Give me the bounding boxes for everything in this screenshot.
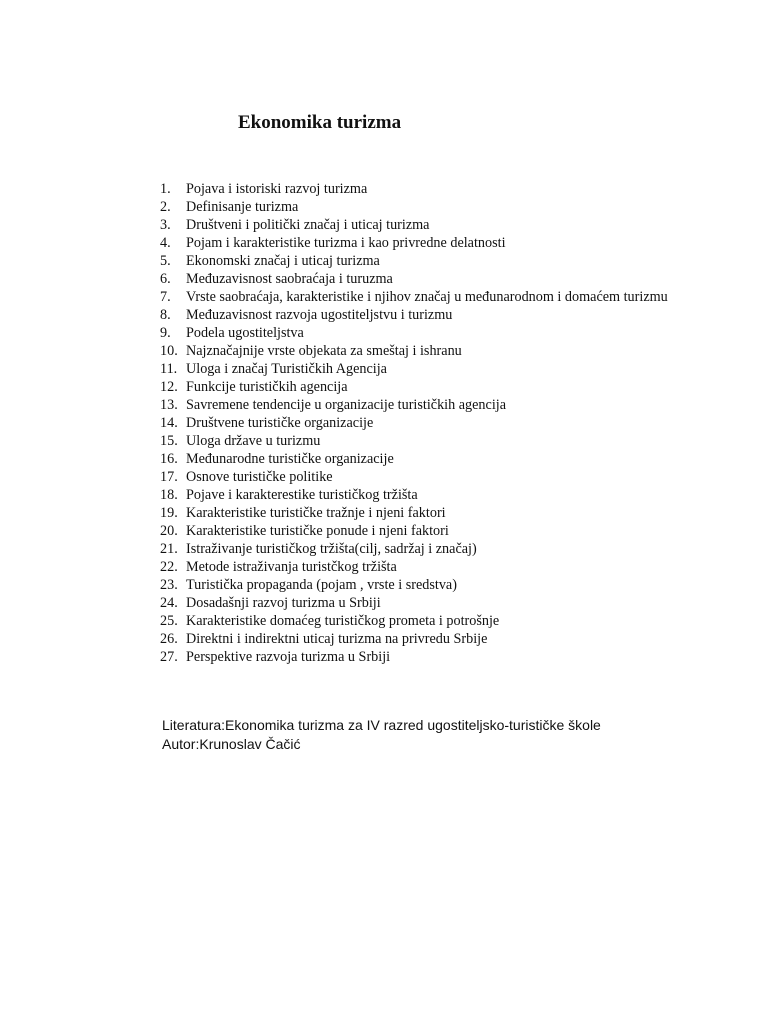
item-text: Karakteristike domaćeg turističkog prometa i potrošnje — [186, 613, 500, 629]
item-text: Funkcije turističkih agencija — [186, 379, 348, 395]
list-item — [160, 486, 680, 504]
item-text: Uloga države u turizmu — [186, 433, 321, 449]
list-item — [160, 342, 680, 360]
author-line: Autor:Krunoslav Čačić — [162, 736, 301, 752]
list-item — [160, 414, 680, 432]
item-text: Međuzavisnost razvoja ugostiteljstvu i turizmu — [186, 307, 453, 323]
item-number: 26. — [160, 631, 178, 647]
document-title: Ekonomika turizma — [238, 112, 402, 133]
list-item — [160, 594, 680, 612]
item-text: Društvene turističke organizacije — [186, 415, 374, 431]
item-number: 21. — [160, 541, 178, 557]
item-number: 20. — [160, 523, 178, 539]
item-number: 7. — [160, 289, 171, 305]
item-number: 12. — [160, 379, 178, 395]
item-number: 6. — [160, 271, 171, 287]
list-item — [160, 198, 680, 216]
item-number: 22. — [160, 559, 178, 575]
item-number: 4. — [160, 235, 171, 251]
list-item — [160, 540, 680, 558]
list-item — [160, 468, 680, 486]
item-text: Najznačajnije vrste objekata za smeštaj i ishranu — [186, 343, 462, 359]
item-number: 15. — [160, 433, 178, 449]
item-number: 1. — [160, 181, 171, 197]
item-text: Pojam i karakteristike turizma i kao privredne delatnosti — [186, 235, 506, 251]
item-text: Pojave i karakterestike turističkog tržišta — [186, 487, 418, 503]
item-text: Osnove turističke politike — [186, 469, 333, 485]
item-text: Turistička propaganda (pojam , vrste i sredstva) — [186, 577, 457, 593]
item-number: 3. — [160, 217, 171, 233]
list-item — [160, 522, 680, 540]
item-text: Metode istraživanja turistčkog tržišta — [186, 559, 397, 575]
item-number: 9. — [160, 325, 171, 341]
item-number: 10. — [160, 343, 178, 359]
item-number: 13. — [160, 397, 178, 413]
item-number: 14. — [160, 415, 178, 431]
item-text: Definisanje turizma — [186, 199, 299, 215]
item-number: 27. — [160, 649, 178, 665]
item-text: Međunarodne turističke organizacije — [186, 451, 394, 467]
item-number: 11. — [160, 361, 178, 377]
item-text: Vrste saobraćaja, karakteristike i njihov značaj u međunarodnom i domaćem turizmu — [186, 289, 668, 305]
item-text: Karakteristike turističke tražnje i njeni faktori — [186, 505, 446, 521]
item-number: 23. — [160, 577, 178, 593]
list-item — [160, 180, 680, 198]
list-item — [160, 234, 680, 252]
item-number: 18. — [160, 487, 178, 503]
item-number: 17. — [160, 469, 178, 485]
item-number: 2. — [160, 199, 171, 215]
item-text: Uloga i značaj Turističkih Agencija — [186, 361, 387, 377]
list-item — [160, 450, 680, 468]
item-text: Perspektive razvoja turizma u Srbiji — [186, 649, 391, 665]
item-text: Dosadašnji razvoj turizma u Srbiji — [186, 595, 381, 611]
item-number: 25. — [160, 613, 178, 629]
list-item — [160, 324, 680, 342]
item-text: Ekonomski značaj i uticaj turizma — [186, 253, 380, 269]
list-item — [160, 306, 680, 324]
list-item — [160, 360, 680, 378]
item-text: Podela ugostiteljstva — [186, 325, 304, 341]
list-item — [160, 378, 680, 396]
topic-list — [160, 180, 680, 666]
item-number: 24. — [160, 595, 178, 611]
item-text: Društveni i politički značaj i uticaj turizma — [186, 217, 430, 233]
list-item — [160, 558, 680, 576]
item-number: 19. — [160, 505, 178, 521]
list-item — [160, 252, 680, 270]
item-text: Međuzavisnost saobraćaja i turuzma — [186, 271, 393, 287]
item-number: 8. — [160, 307, 171, 323]
item-text: Pojava i istoriski razvoj turizma — [186, 181, 368, 197]
list-item — [160, 270, 680, 288]
item-text: Direktni i indirektni uticaj turizma na privredu Srbije — [186, 631, 488, 647]
list-item — [160, 432, 680, 450]
item-text: Savremene tendencije u organizacije turističkih agencija — [186, 397, 507, 413]
item-number: 16. — [160, 451, 178, 467]
list-item — [160, 612, 680, 630]
list-item — [160, 216, 680, 234]
item-text: Karakteristike turističke ponude i njeni faktori — [186, 523, 449, 539]
literature-line: Literatura:Ekonomika turizma za IV razred ugostiteljsko-turističke škole — [162, 717, 601, 733]
list-item — [160, 630, 680, 648]
list-item — [160, 504, 680, 522]
item-number: 5. — [160, 253, 171, 269]
list-item — [160, 396, 680, 414]
list-item — [160, 288, 680, 306]
bibliography-footer — [162, 716, 601, 754]
list-item — [160, 576, 680, 594]
item-text: Istraživanje turističkog tržišta(cilj, sadržaj i značaj) — [186, 541, 477, 557]
list-item — [160, 648, 680, 666]
